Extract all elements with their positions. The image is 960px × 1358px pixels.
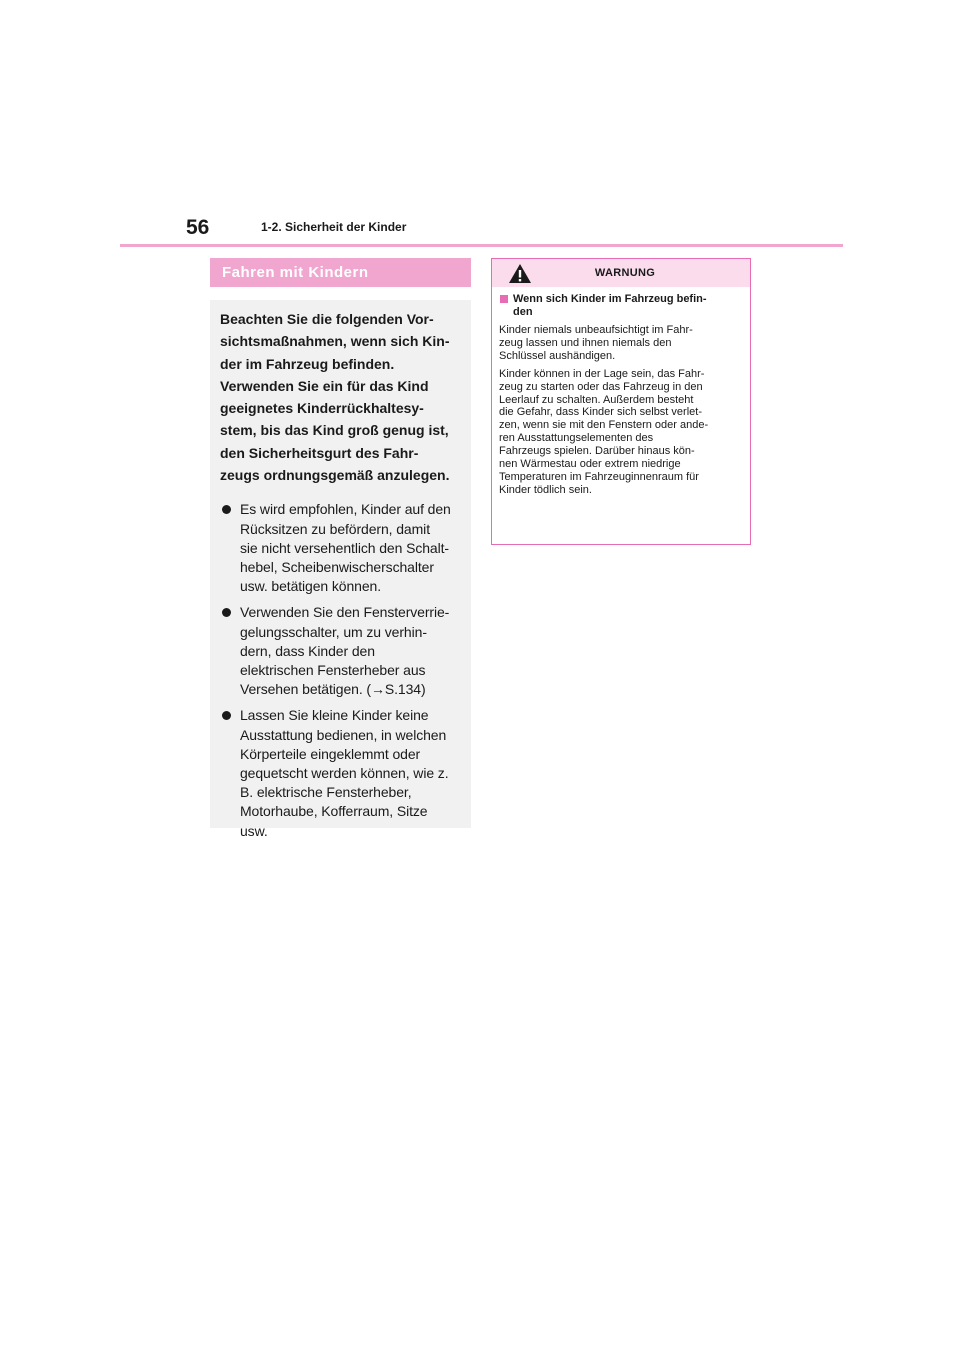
intro-line: geeignetes Kinderrückhaltesy-	[220, 400, 424, 417]
intro-line: stem, bis das Kind groß genug ist,	[220, 422, 449, 439]
intro-paragraph	[220, 308, 459, 486]
text-line: Kinder niemals unbeaufsichtigt im Fahr-	[499, 324, 693, 336]
text-line: dern, dass Kinder den	[240, 642, 375, 659]
warning-header	[492, 259, 750, 287]
text-line: gelungsschalter, um zu verhin-	[240, 623, 427, 640]
list-item	[220, 706, 459, 840]
text-line: die Gefahr, dass Kinder sich selbst verlet-	[499, 406, 702, 419]
text-line: Kinder tödlich sein.	[499, 483, 592, 496]
bullet-dot-icon	[222, 608, 231, 617]
warning-paragraph	[499, 368, 743, 497]
warning-box	[491, 258, 751, 545]
list-item-text	[240, 706, 449, 840]
intro-line: den Sicherheitsgurt des Fahr-	[220, 444, 419, 461]
text-line: Motorhaube, Kofferraum, Sitze	[240, 803, 428, 820]
warning-subheading-text	[513, 293, 707, 319]
warning-paragraph	[499, 324, 743, 363]
intro-line: Beachten Sie die folgenden Vor-	[220, 311, 434, 327]
intro-line: Verwenden Sie ein für das Kind	[220, 377, 429, 394]
text-line: sie nicht versehentlich den Schalt-	[240, 539, 449, 556]
page-reference-link[interactable]: Versehen betätigen. (→S.134)	[240, 681, 426, 698]
bullet-dot-icon	[222, 505, 231, 514]
text-line: Schlüssel aushändigen.	[499, 349, 616, 362]
warning-triangle-icon	[508, 263, 532, 284]
intro-line: der im Fahrzeug befinden.	[220, 355, 395, 372]
text-line: den	[513, 306, 533, 318]
text-line: Temperaturen im Fahrzeuginnenraum für	[499, 470, 699, 483]
list-item	[220, 500, 459, 596]
text-line: Fahrzeugs spielen. Darüber hinaus kön-	[499, 445, 695, 458]
bullet-dot-icon	[222, 711, 231, 720]
text-line: zeug lassen und ihnen niemals den	[499, 336, 672, 349]
list-item-text	[240, 500, 451, 596]
intro-line: zeugs ordnungsgemäß anzulegen.	[220, 467, 450, 484]
text-line: ren Ausstattungselementen des	[499, 432, 654, 445]
text-line: Ausstattung bedienen, in welchen	[240, 726, 447, 743]
text-line: Körperteile eingeklemmt oder	[240, 745, 421, 762]
warning-body	[492, 287, 750, 497]
text-line: Verwenden Sie den Fensterverrie-	[240, 604, 450, 621]
text-line: B. elektrische Fensterheber,	[240, 784, 412, 801]
list-item	[220, 603, 459, 699]
square-bullet-icon	[500, 295, 508, 303]
warning-label: WARNUNG	[594, 267, 656, 279]
intro-line: sichtsmaßnahmen, wenn sich Kin-	[220, 333, 450, 350]
text-line: zeug zu starten oder das Fahrzeug in den	[499, 380, 703, 393]
warning-subheading	[499, 293, 743, 319]
text-line: nen Wärmestau oder extrem niedrige	[499, 458, 681, 471]
text-line: usw.	[240, 822, 268, 839]
text-line: usw. betätigen können.	[240, 578, 382, 595]
main-column	[210, 258, 471, 839]
text-line: Wenn sich Kinder im Fahrzeug befin-	[513, 293, 707, 305]
list-item-text	[240, 603, 449, 699]
text-line: Rücksitzen zu befördern, damit	[240, 520, 430, 537]
section-heading: Fahren mit Kindern	[210, 258, 471, 287]
content-box	[210, 300, 471, 839]
running-header-title: 1-2. Sicherheit der Kinder	[261, 220, 407, 234]
text-line: hebel, Scheibenwischerschalter	[240, 558, 434, 575]
text-line: Kinder können in der Lage sein, das Fahr-	[499, 367, 705, 380]
bullet-list	[220, 500, 459, 840]
text-line: Lassen Sie kleine Kinder keine	[240, 707, 429, 724]
text-line: gequetscht werden können, wie z.	[240, 765, 449, 782]
text-line: elektrischen Fensterheber aus	[240, 662, 426, 678]
text-line: Leerlauf zu schalten. Außerdem besteht	[499, 393, 694, 406]
text-line: zen, wenn sie mit den Fenstern oder ande-	[499, 419, 709, 432]
page-number: 56	[186, 216, 210, 239]
text-line: Es wird empfohlen, Kinder auf den	[240, 501, 451, 518]
header-divider	[120, 244, 843, 247]
